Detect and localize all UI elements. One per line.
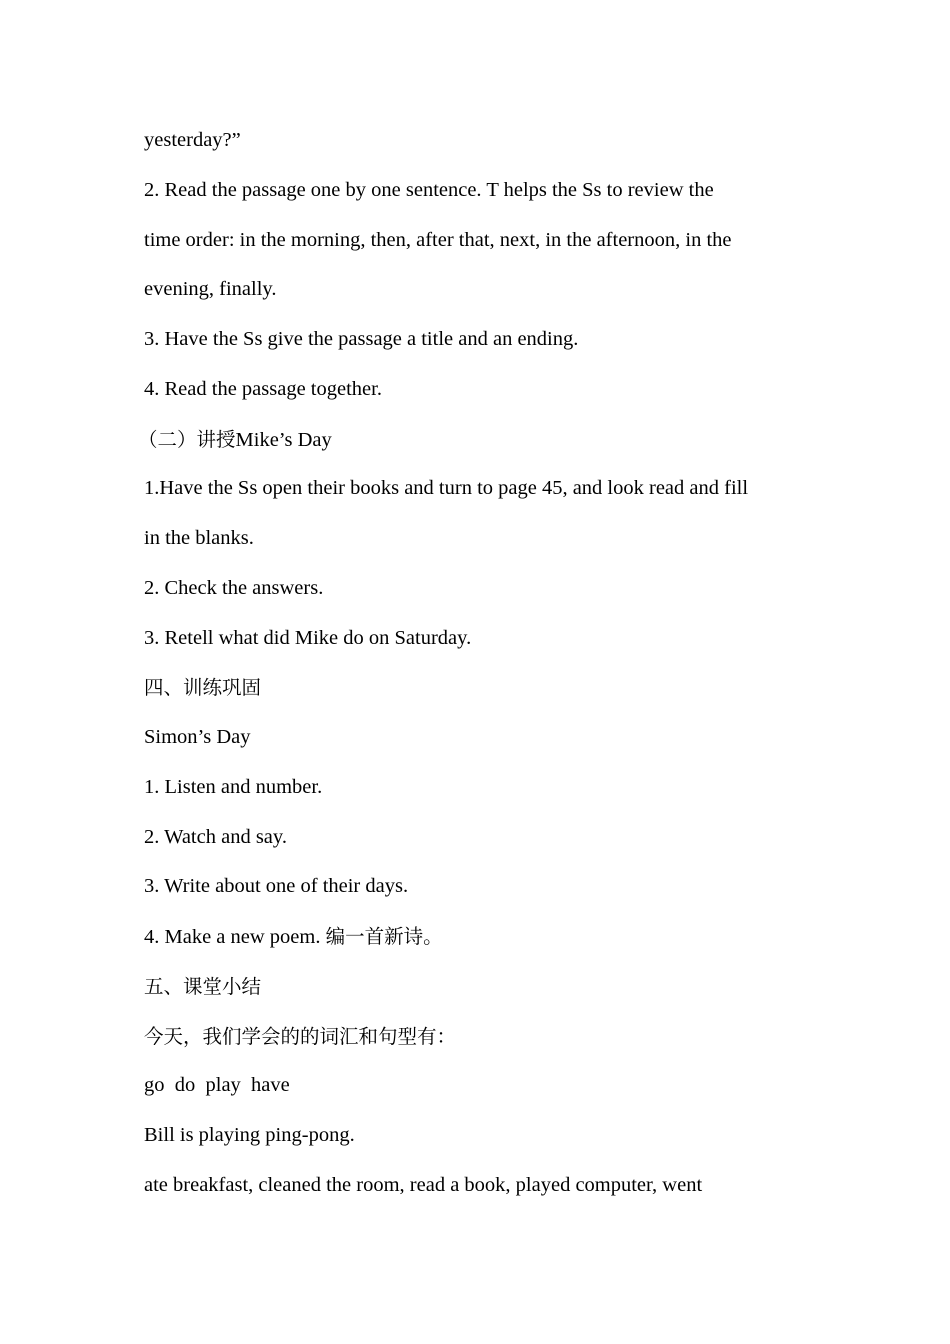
text-line: in the blanks. [144,527,254,549]
text-line: Bill is playing ping-pong. [144,1124,355,1146]
document-page [138,116,824,1211]
text-line: 2. Check the answers. [144,576,324,599]
text-line: 1. Listen and number. [144,775,323,798]
section-heading-summary: 五、课堂小结 [144,974,262,998]
text-line: 1.Have the Ss open their books and turn to page 45, and look read and fill [144,477,749,500]
section-heading-mikes-day [138,415,824,465]
text-line: 2. Read the passage one by one sentence. T helps the Ss to review the [144,178,714,201]
text-line: 4. Read the passage together. [144,377,382,400]
text-line: 今天，我们学会的的词汇和句型有： [144,1024,457,1048]
text-line [144,912,824,962]
text-line: 3. Write about one of their days. [144,875,409,898]
section-heading-practice: 四、训练巩固 [144,676,262,700]
heading-zh: （二）讲授 [138,427,236,451]
heading-en: Mike’s Day [235,428,332,451]
text-line: Simon’s Day [144,726,251,748]
text-line: 3. Retell what did Mike do on Saturday. [144,626,472,649]
text-line: 2. Watch and say. [144,825,287,848]
text-line: ate breakfast, cleaned the room, read a book, played computer, went [144,1173,703,1196]
text-line: evening, finally. [144,278,277,301]
text-line: yesterday?” [144,129,241,151]
text-line: go do play have [144,1074,290,1097]
text-en: 4. Make a new poem. [144,926,326,948]
text-line: time order: in the morning, then, after that, next, in the afternoon, in the [144,228,732,251]
text-zh: 编一首新诗。 [325,925,443,948]
text-line: 3. Have the Ss give the passage a title and an ending. [144,328,579,350]
